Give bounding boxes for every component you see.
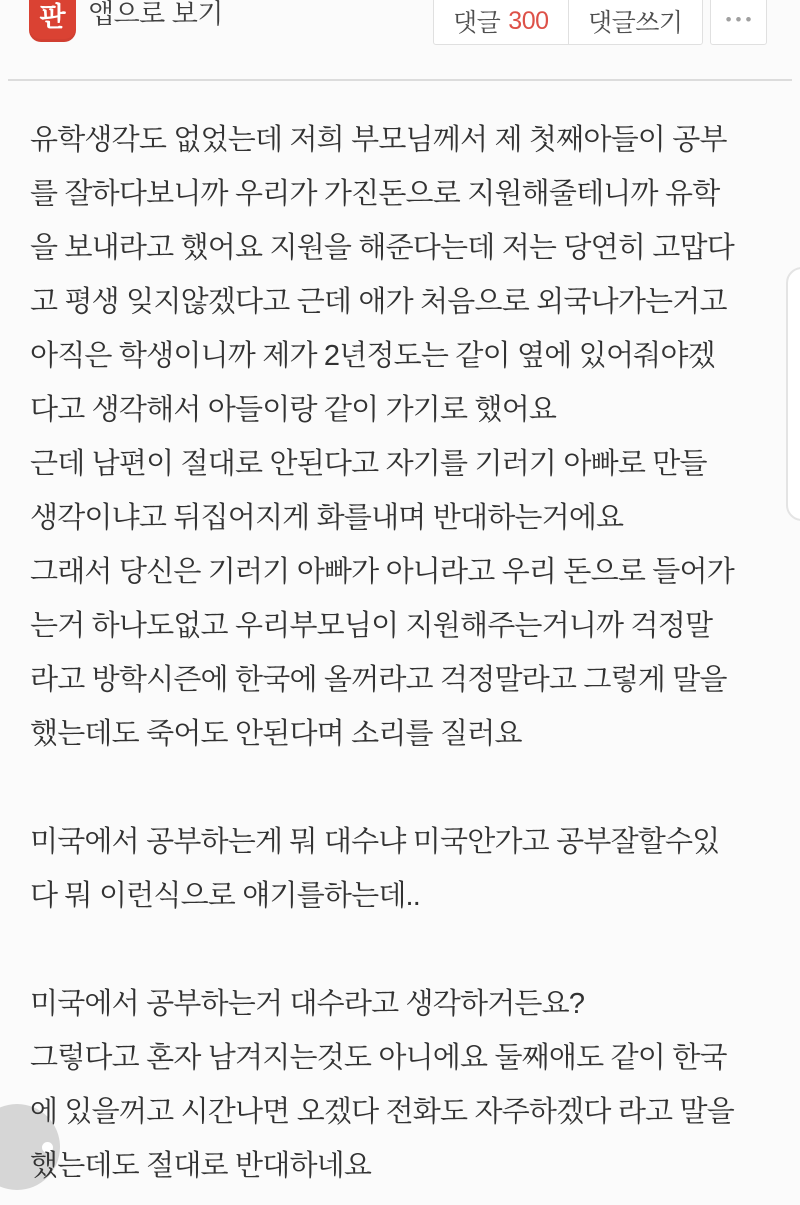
post-paragraph <box>30 977 775 1193</box>
view-in-app-banner[interactable] <box>29 0 223 42</box>
post-line: 생각이냐고 뒤집어지게 화를내며 반대하는거에요 <box>30 502 624 534</box>
post-line: 을 보내라고 했어요 지원을 해준다는데 저는 당연히 고맙다 <box>30 232 734 264</box>
post-line: 그래서 당신은 기러기 아빠가 아니라고 우리 돈으로 들어가 <box>30 556 734 588</box>
post-line: 미국에서 공부하는거 대수라고 생각하거든요? <box>30 988 585 1020</box>
comments-button-label: 댓글 <box>452 9 501 37</box>
post-line: 아직은 학생이니까 제가 2년정도는 같이 옆에 있어줘야겠 <box>30 340 715 372</box>
write-comment-label: 댓글쓰기 <box>587 9 683 37</box>
post-line: 했는데도 죽어도 안된다며 소리를 질러요 <box>30 718 522 750</box>
post-line: 그렇다고 혼자 남겨지는것도 아니에요 둘째애도 같이 한국 <box>30 1042 727 1074</box>
more-options-button[interactable] <box>710 0 767 45</box>
post-line: 미국에서 공부하는게 뭐 대수냐 미국안가고 공부잘할수있 <box>30 826 720 858</box>
post-line: 유학생각도 없었는데 저희 부모님께서 제 첫째아들이 공부 <box>30 124 727 156</box>
comment-button-group <box>433 0 703 45</box>
write-comment-button[interactable] <box>568 0 703 44</box>
post-line: 고 평생 잊지않겠다고 근데 애가 처음으로 외국나가는거고 <box>30 286 727 318</box>
more-options-icon: ••• <box>725 10 756 29</box>
post-paragraph <box>30 113 775 761</box>
post-line: 다 뭐 이런식으로 얘기를하는데.. <box>30 880 421 912</box>
post-line: 는거 하나도없고 우리부모님이 지원해주는거니까 걱정말 <box>30 610 713 642</box>
post-line: 에 있을꺼고 시간나면 오겠다 전화도 자주하겠다 라고 말을 <box>30 1096 734 1128</box>
post-line: 근데 남편이 절대로 안된다고 자기를 기러기 아빠로 만들 <box>30 448 707 480</box>
header-divider <box>8 79 792 81</box>
post-paragraph <box>30 815 775 923</box>
post-line: 했는데도 절대로 반대하네요 <box>30 1150 372 1182</box>
scrollbar[interactable] <box>786 267 800 521</box>
post-line: 를 잘하다보니까 우리가 가진돈으로 지원해줄테니까 유학 <box>30 178 720 210</box>
post-body <box>30 113 775 1193</box>
post-line: 라고 방학시즌에 한국에 올꺼라고 걱정말라고 그렇게 말을 <box>30 664 727 696</box>
post-line: 다고 생각해서 아들이랑 같이 가기로 했어요 <box>30 394 557 426</box>
view-in-app-label: 앱으로 보기 <box>88 0 223 29</box>
pann-logo-icon: 판 <box>29 0 76 42</box>
comments-button[interactable] <box>434 0 568 44</box>
comment-count-badge: 300 <box>508 6 549 35</box>
